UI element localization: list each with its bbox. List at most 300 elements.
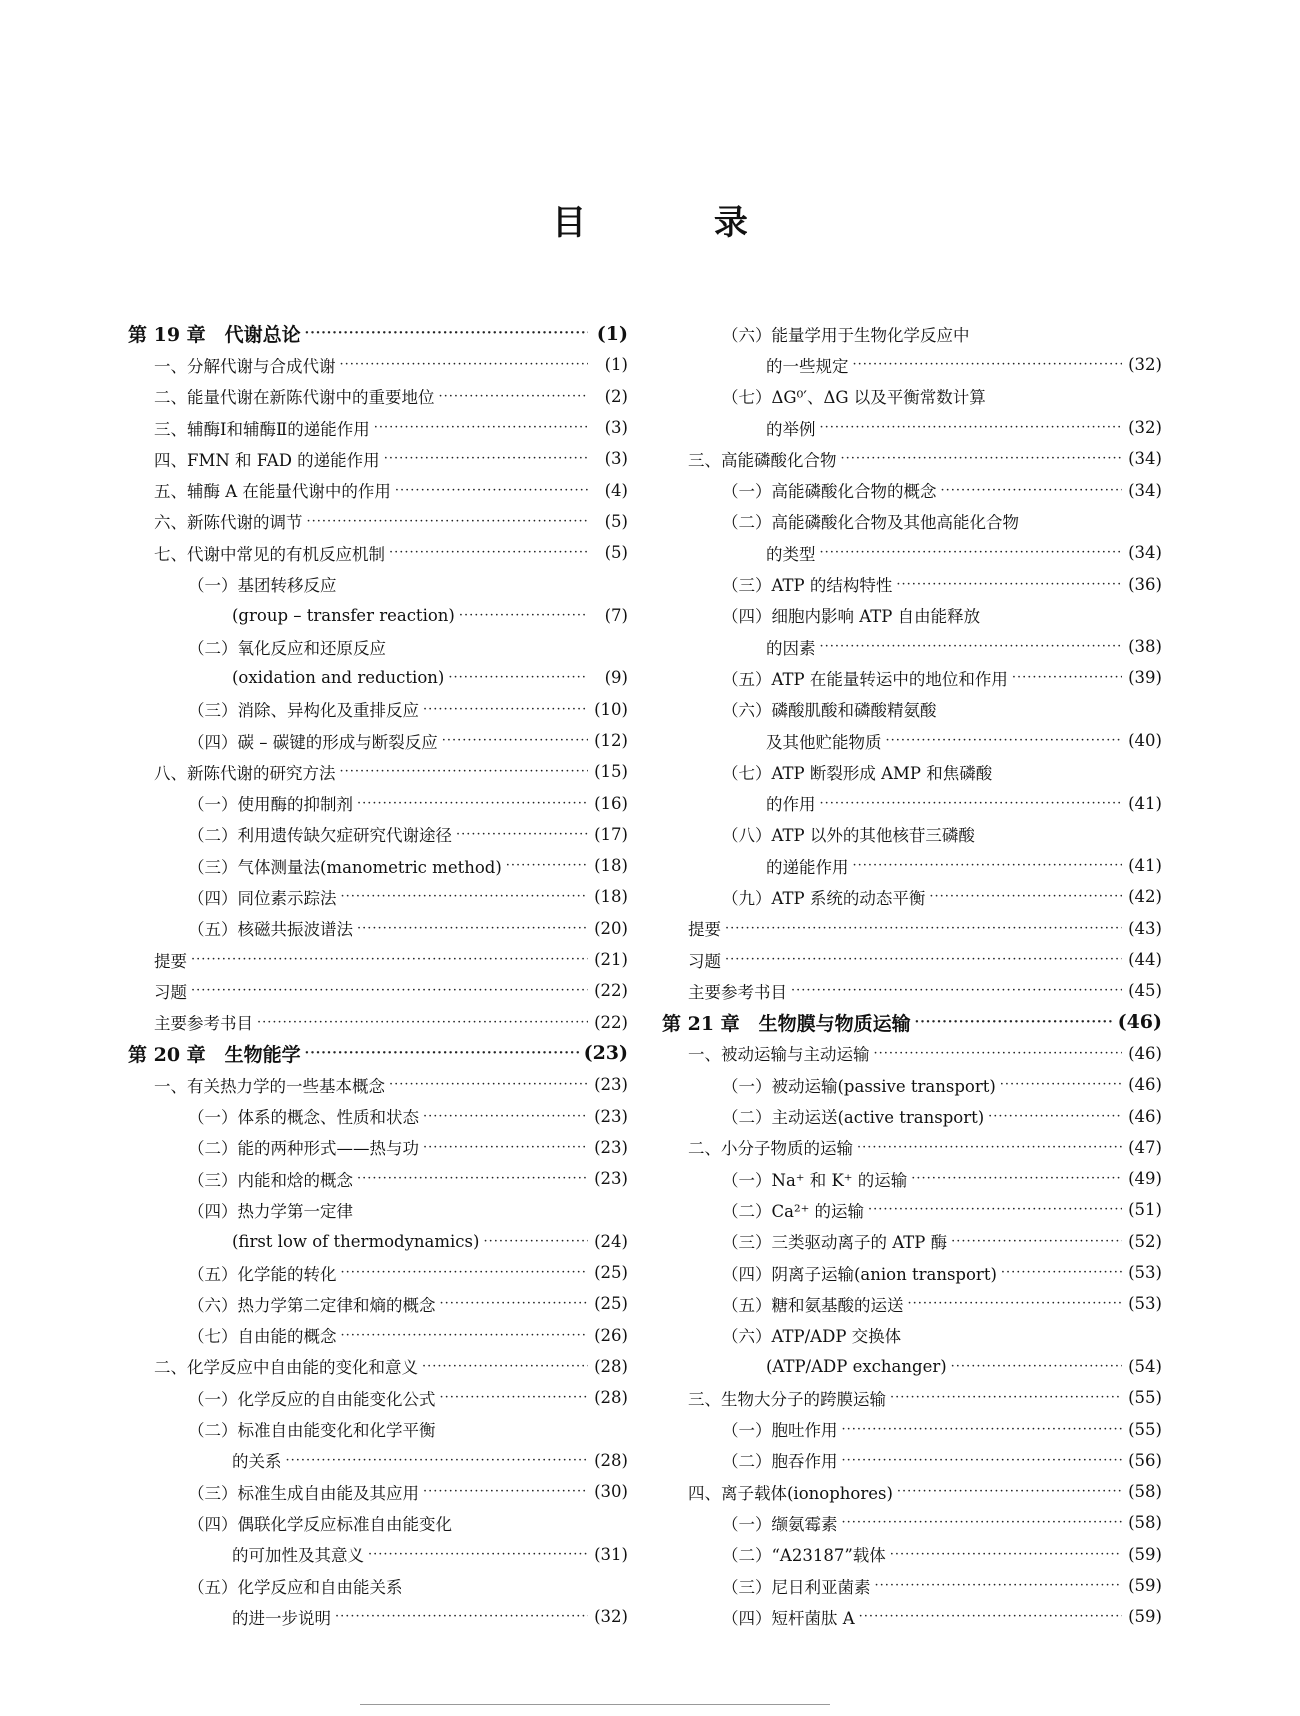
toc-leader-dots [340, 357, 589, 372]
toc-page-number: (20) [594, 918, 628, 938]
toc-page-number: (32) [1128, 355, 1162, 375]
toc-entry-title: 的举例 [766, 419, 816, 439]
toc-page-number: (9) [604, 668, 628, 688]
toc-leader-dots [725, 952, 1122, 967]
toc-page-number: (32) [1128, 418, 1162, 438]
toc-leader-dots [357, 1171, 588, 1186]
toc-leader-dots [951, 1359, 1122, 1374]
toc-leader-dots [341, 1328, 589, 1343]
toc-page-number: (1) [604, 355, 628, 375]
toc-entry [128, 725, 628, 756]
toc-entry [128, 1100, 628, 1131]
toc-entry [128, 850, 628, 881]
toc-leader-dots [941, 483, 1123, 498]
toc-entry [128, 600, 628, 631]
toc-entry-title: （一）被动运输(passive transport) [722, 1076, 996, 1096]
toc-entry-title: （三）三类驱动离子的 ATP 酶 [722, 1233, 948, 1253]
toc-leader-dots [1012, 670, 1122, 685]
toc-leader-dots [853, 357, 1123, 372]
toc-entry [662, 1320, 1162, 1351]
toc-entry-title: （七）ΔG⁰′、ΔG 以及平衡常数计算 [722, 388, 986, 408]
toc-entry [662, 1257, 1162, 1288]
toc-entry-title: 二、小分子物质的运输 [688, 1139, 853, 1159]
toc-entry [662, 913, 1162, 944]
toc-page-number: (21) [594, 950, 628, 970]
toc-page-number: (31) [594, 1544, 628, 1564]
toc-entry [662, 1413, 1162, 1444]
toc-entry [662, 1382, 1162, 1413]
toc-entry-title: （七）自由能的概念 [188, 1327, 337, 1347]
toc-entry [128, 1194, 628, 1225]
toc-page-number: (41) [1128, 856, 1162, 876]
toc-entry-title: 的递能作用 [766, 857, 849, 877]
toc-page-number: (45) [1128, 981, 1162, 1001]
toc-leader-dots [340, 764, 589, 779]
toc-page-number: (2) [604, 386, 628, 406]
toc-leader-dots [483, 1234, 588, 1249]
toc-entry-title: 七、代谢中常见的有机反应机制 [154, 544, 385, 564]
toc-leader-dots [506, 858, 588, 873]
toc-leader-dots [368, 1547, 588, 1562]
toc-entry [128, 975, 628, 1006]
toc-page-number: (23) [594, 1075, 628, 1095]
toc-leader-dots [459, 608, 588, 623]
page-title: 目 录 [552, 203, 806, 243]
toc-entry [662, 381, 1162, 412]
toc-leader-dots [874, 1046, 1123, 1061]
toc-entry-title: （三）尼日利亚菌素 [722, 1577, 871, 1597]
toc-page-number: (26) [594, 1325, 628, 1345]
toc-entry [128, 944, 628, 975]
toc-entry-title: （八）ATP 以外的其他核苷三磷酸 [722, 826, 975, 846]
toc-entry-title: （四）碳 – 碳键的形成与断裂反应 [188, 732, 438, 752]
toc-entry-title: （七）ATP 断裂形成 AMP 和焦磷酸 [722, 763, 993, 783]
toc-page-number: (38) [1128, 637, 1162, 657]
toc-entry-title: 八、新陈代谢的研究方法 [154, 763, 336, 783]
toc-entry-title: 二、化学反应中自由能的变化和意义 [154, 1358, 418, 1378]
toc-leader-dots [389, 1077, 588, 1092]
toc-entry-title: 习题 [154, 982, 187, 1002]
toc-leader-dots [911, 1171, 1122, 1186]
toc-entry [128, 506, 628, 537]
toc-page-number: (30) [594, 1482, 628, 1502]
toc-entry [662, 944, 1162, 975]
toc-page-number: (55) [1128, 1388, 1162, 1408]
toc-entry-title: （九）ATP 系统的动态平衡 [722, 888, 926, 908]
toc-entry [128, 568, 628, 599]
toc-entry [128, 537, 628, 568]
toc-leader-dots [868, 1202, 1122, 1217]
toc-leader-dots [191, 983, 588, 998]
toc-page-number: (49) [1128, 1169, 1162, 1189]
toc-entry-title: （一）使用酶的抑制剂 [188, 795, 353, 815]
toc-entry-title: （三）内能和焓的概念 [188, 1170, 353, 1190]
toc-page-number: (54) [1128, 1356, 1162, 1376]
toc-entry [128, 1257, 628, 1288]
toc-page-number: (3) [604, 418, 628, 438]
toc-entry [128, 1507, 628, 1538]
toc-entry [128, 1476, 628, 1507]
toc-entry-title: （六）热力学第二定律和熵的概念 [188, 1295, 436, 1315]
footer-rule [360, 1704, 830, 1705]
toc-entry-title: （二）Ca²⁺ 的运输 [722, 1201, 865, 1221]
toc-entry-title: （一）体系的概念、性质和状态 [188, 1108, 419, 1128]
toc-entry [662, 568, 1162, 599]
toc-chapter-entry [128, 1038, 628, 1069]
toc-leader-dots [448, 670, 588, 685]
toc-entry-title: 第 20 章 生物能学 [128, 1043, 301, 1066]
toc-right-column [662, 318, 1162, 1632]
toc-page-number: (1) [596, 322, 628, 345]
toc-entry-title: （二）标准自由能变化和化学平衡 [188, 1421, 436, 1441]
toc-entry-title: （五）糖和氨基酸的运送 [722, 1295, 904, 1315]
toc-entry-title: （四）同位素示踪法 [188, 888, 337, 908]
toc-entry [662, 1288, 1162, 1319]
toc-entry [662, 1038, 1162, 1069]
toc-leader-dots [988, 1109, 1122, 1124]
toc-page-number: (23) [583, 1042, 628, 1065]
toc-entry [128, 1163, 628, 1194]
toc-leader-dots [842, 1453, 1123, 1468]
toc-entry-title: （一）基团转移反应 [188, 576, 337, 596]
toc-leader-dots [341, 889, 589, 904]
toc-entry-title: （四）热力学第一定律 [188, 1201, 353, 1221]
toc-leader-dots [257, 1015, 588, 1030]
toc-entry-title: 提要 [154, 951, 187, 971]
toc-leader-dots [896, 577, 1122, 592]
toc-entry-title: 主要参考书目 [688, 982, 787, 1002]
toc-page-number: (28) [594, 1450, 628, 1470]
toc-page-number: (56) [1128, 1450, 1162, 1470]
toc-page-number: (59) [1128, 1544, 1162, 1564]
toc-leader-dots [842, 1422, 1123, 1437]
toc-page-number: (28) [594, 1356, 628, 1376]
toc-entry-title: 四、离子载体(ionophores) [688, 1483, 893, 1503]
toc-entry-title: (group – transfer reaction) [232, 605, 455, 625]
toc-leader-dots [859, 1609, 1122, 1624]
toc-leader-dots [908, 1296, 1123, 1311]
toc-leader-dots [1000, 1077, 1122, 1092]
toc-entry [662, 1069, 1162, 1100]
toc-page-number: (15) [594, 762, 628, 782]
toc-page-number: (46) [1128, 1043, 1162, 1063]
toc-entry [662, 1226, 1162, 1257]
toc-entry-title: （一）缬氨霉素 [722, 1514, 838, 1534]
toc-page-number: (23) [594, 1169, 628, 1189]
toc-leader-dots [439, 389, 589, 404]
toc-entry-title: （二）能的两种形式——热与功 [188, 1139, 419, 1159]
toc-entry [662, 349, 1162, 380]
toc-leader-dots [423, 1484, 588, 1499]
toc-entry-title: （一）高能磷酸化合物的概念 [722, 482, 937, 502]
toc-chapter-entry [662, 1007, 1162, 1038]
toc-entry [128, 412, 628, 443]
toc-page-number: (34) [1128, 449, 1162, 469]
toc-leader-dots [857, 1140, 1122, 1155]
toc-entry [662, 1351, 1162, 1382]
toc-page-number: (59) [1128, 1576, 1162, 1596]
toc-entry [128, 913, 628, 944]
toc-page-number: (40) [1128, 731, 1162, 750]
toc-entry-title: （五）化学能的转化 [188, 1264, 337, 1284]
toc-entry [128, 756, 628, 787]
toc-entry-title: 三、高能磷酸化合物 [688, 450, 837, 470]
toc-entry [662, 881, 1162, 912]
toc-leader-dots [820, 420, 1123, 435]
toc-entry [662, 506, 1162, 537]
toc-chapter-entry [128, 318, 628, 349]
toc-leader-dots [440, 1296, 589, 1311]
toc-page-number: (44) [1128, 950, 1162, 970]
toc-entry-title: (ATP/ADP exchanger) [766, 1356, 947, 1376]
toc-entry-title: 的作用 [766, 795, 816, 815]
toc-page-number: (5) [604, 511, 628, 531]
toc-page-number: (4) [604, 480, 628, 500]
toc-entry [128, 1601, 628, 1632]
toc-page-number: (46) [1117, 1011, 1162, 1034]
toc-entry [128, 1351, 628, 1382]
toc-entry [128, 787, 628, 818]
toc-entry [662, 975, 1162, 1006]
toc-entry [128, 881, 628, 912]
toc-entry [662, 725, 1162, 756]
toc-page-number: (46) [1128, 1075, 1162, 1095]
toc-entry [128, 1320, 628, 1351]
toc-entry [128, 1445, 628, 1476]
toc-entry-title: 及其他贮能物质 [766, 732, 882, 752]
toc-entry-title: （一）Na⁺ 和 K⁺ 的运输 [722, 1170, 908, 1190]
toc-entry-title: 提要 [688, 920, 721, 940]
toc-entry [128, 1069, 628, 1100]
toc-entry-title: 的一些规定 [766, 356, 849, 376]
toc-entry-title: （三）标准生成自由能及其应用 [188, 1483, 419, 1503]
toc-page-number: (23) [594, 1137, 628, 1157]
toc-entry-title: 六、新陈代谢的调节 [154, 513, 303, 533]
toc-leader-dots [886, 733, 1123, 748]
toc-leader-dots [820, 639, 1123, 654]
toc-entry-title: 四、FMN 和 FAD 的递能作用 [154, 450, 380, 470]
toc-page-number: (16) [594, 793, 628, 813]
toc-page-number: (43) [1128, 918, 1162, 938]
toc-entry-title: (first low of thermodynamics) [232, 1231, 480, 1251]
toc-entry-title: （二）“A23187”载体 [722, 1546, 886, 1566]
toc-page-number: (5) [604, 543, 628, 563]
toc-page-number: (53) [1128, 1263, 1162, 1283]
toc-leader-dots [341, 1265, 589, 1280]
toc-page-number: (3) [604, 449, 628, 469]
toc-entry [662, 850, 1162, 881]
toc-leader-dots [442, 733, 588, 748]
toc-leader-dots [305, 1046, 580, 1061]
toc-leader-dots [384, 451, 588, 466]
toc-leader-dots [791, 983, 1122, 998]
toc-page-number: (42) [1128, 887, 1162, 907]
toc-page-number: (25) [594, 1263, 628, 1283]
toc-entry [128, 381, 628, 412]
toc-page-number: (23) [594, 1106, 628, 1126]
toc-leader-dots [191, 952, 588, 967]
toc-entry [662, 1194, 1162, 1225]
toc-page-number: (36) [1128, 574, 1162, 594]
toc-leader-dots [305, 326, 588, 341]
toc-entry-title: （四）阴离子运输(anion transport) [722, 1264, 997, 1284]
toc-leader-dots [440, 1390, 589, 1405]
toc-entry-title: （二）胞吞作用 [722, 1452, 838, 1472]
toc-page-number: (46) [1128, 1106, 1162, 1126]
toc-leader-dots [820, 796, 1123, 811]
toc-page-number: (55) [1128, 1419, 1162, 1439]
toc-entry-title: （四）短杆菌肽 A [722, 1608, 855, 1628]
toc-entry [662, 1601, 1162, 1632]
toc-page-number: (32) [594, 1607, 628, 1627]
toc-page-number: (22) [594, 981, 628, 1001]
toc-entry-title: （二）主动运送(active transport) [722, 1108, 985, 1128]
toc-entry [662, 756, 1162, 787]
toc-entry-title: 一、有关热力学的一些基本概念 [154, 1076, 385, 1096]
toc-entry-title: （三）消除、异构化及重排反应 [188, 701, 419, 721]
toc-entry [662, 1445, 1162, 1476]
toc-page-number: (18) [594, 887, 628, 907]
toc-entry-title: （一）胞吐作用 [722, 1421, 838, 1441]
toc-entry [128, 662, 628, 693]
toc-page-number: (7) [604, 605, 628, 625]
toc-leader-dots [335, 1609, 588, 1624]
toc-entry [128, 631, 628, 662]
toc-entry-title: （五）化学反应和自由能关系 [188, 1577, 403, 1597]
toc-entry [662, 1539, 1162, 1570]
toc-leader-dots [841, 451, 1123, 466]
toc-entry-title: 一、被动运输与主动运输 [688, 1045, 870, 1065]
toc-leader-dots [423, 702, 588, 717]
toc-leader-dots [422, 1359, 588, 1374]
toc-leader-dots [389, 545, 588, 560]
toc-leader-dots [951, 1234, 1122, 1249]
toc-entry-title: 的因素 [766, 638, 816, 658]
toc-leader-dots [897, 1484, 1122, 1499]
toc-entry-title: （二）高能磷酸化合物及其他高能化合物 [722, 513, 1019, 533]
toc-entry-title: 第 21 章 生物膜与物质运输 [662, 1012, 911, 1035]
toc-entry-title: （五）ATP 在能量转运中的地位和作用 [722, 669, 1008, 689]
toc-entry [662, 443, 1162, 474]
toc-entry [662, 412, 1162, 443]
toc-entry-title: 的可加性及其意义 [232, 1546, 364, 1566]
toc-entry [662, 1570, 1162, 1601]
toc-page-number: (53) [1128, 1294, 1162, 1314]
toc-entry-title: 的进一步说明 [232, 1608, 331, 1628]
toc-page-number: (10) [594, 699, 628, 719]
toc-page-number: (58) [1128, 1513, 1162, 1533]
toc-leader-dots [890, 1547, 1122, 1562]
toc-entry-title: （四）细胞内影响 ATP 自由能释放 [722, 607, 981, 627]
toc-leader-dots [357, 921, 588, 936]
toc-page-number: (39) [1128, 668, 1162, 688]
toc-entry-title: （三）气体测量法(manometric method) [188, 857, 502, 877]
toc-entry-title: 的关系 [232, 1452, 282, 1472]
toc-entry-title: （六）ATP/ADP 交换体 [722, 1327, 902, 1347]
toc-leader-dots [456, 827, 588, 842]
toc-page-number: (52) [1128, 1231, 1162, 1251]
toc-entry-title: （三）ATP 的结构特性 [722, 576, 893, 596]
toc-entry-title: 的类型 [766, 544, 816, 564]
toc-leader-dots [853, 858, 1123, 873]
toc-entry [662, 1132, 1162, 1163]
toc-entry [662, 1163, 1162, 1194]
toc-entry [128, 443, 628, 474]
toc-entry-title: （二）氧化反应和还原反应 [188, 638, 386, 658]
toc-entry [128, 1539, 628, 1570]
toc-page-number: (18) [594, 856, 628, 876]
toc-entry [128, 1288, 628, 1319]
toc-page-number: (34) [1128, 480, 1162, 500]
toc-entry-title: 三、生物大分子的跨膜运输 [688, 1389, 886, 1409]
toc-entry [662, 537, 1162, 568]
toc-entry [662, 787, 1162, 818]
toc-entry [128, 1382, 628, 1413]
toc-page-number: (41) [1128, 793, 1162, 813]
toc-entry-title: 第 19 章 代谢总论 [128, 324, 301, 347]
toc-entry-title: （六）磷酸肌酸和磷酸精氨酸 [722, 701, 937, 721]
toc-entry [662, 600, 1162, 631]
toc-entry-title: 主要参考书目 [154, 1014, 253, 1034]
toc-page-number: (28) [594, 1388, 628, 1408]
toc-page-number: (34) [1128, 543, 1162, 563]
toc-entry-title: 三、辅酶Ⅰ和辅酶Ⅱ的递能作用 [154, 419, 370, 439]
toc-entry [662, 631, 1162, 662]
toc-entry [662, 662, 1162, 693]
toc-leader-dots [307, 514, 589, 529]
toc-entry [662, 318, 1162, 349]
toc-entry [662, 1476, 1162, 1507]
toc-leader-dots [395, 483, 588, 498]
toc-page-number: (22) [594, 1012, 628, 1032]
toc-page-number: (51) [1128, 1200, 1162, 1220]
toc-page-number: (47) [1128, 1137, 1162, 1157]
toc-entry-title: （四）偶联化学反应标准自由能变化 [188, 1514, 452, 1534]
toc-entry [128, 1132, 628, 1163]
toc-entry-title: （一）化学反应的自由能变化公式 [188, 1389, 436, 1409]
toc-entry-title: （五）核磁共振波谱法 [188, 920, 353, 940]
toc-entry [662, 819, 1162, 850]
toc-page-number: (59) [1128, 1607, 1162, 1627]
toc-leader-dots [725, 921, 1122, 936]
toc-leader-dots [820, 545, 1123, 560]
toc-entry [128, 1226, 628, 1257]
toc-leader-dots [929, 889, 1122, 904]
toc-leader-dots [915, 1015, 1114, 1030]
toc-entry [662, 1507, 1162, 1538]
toc-page-number: (24) [594, 1231, 628, 1251]
toc-entry [128, 1007, 628, 1038]
toc-entry-title: 五、辅酶 A 在能量代谢中的作用 [154, 482, 391, 502]
toc-page-number: (25) [594, 1294, 628, 1314]
toc-entry [662, 474, 1162, 505]
toc-entry [128, 819, 628, 850]
toc-entry-title: (oxidation and reduction) [232, 668, 445, 688]
toc-leader-dots [890, 1390, 1122, 1405]
toc-leader-dots [374, 420, 588, 435]
toc-leader-dots [842, 1515, 1123, 1530]
toc-page-number: (58) [1128, 1482, 1162, 1502]
toc-page-number: (17) [594, 824, 628, 844]
toc-entry-title: （六）能量学用于生物化学反应中 [722, 325, 970, 345]
toc-leader-dots [357, 796, 588, 811]
toc-entry-title: 一、分解代谢与合成代谢 [154, 356, 336, 376]
toc-leader-dots [875, 1578, 1123, 1593]
toc-entry-title: 二、能量代谢在新陈代谢中的重要地位 [154, 388, 435, 408]
toc-entry [128, 474, 628, 505]
toc-entry [128, 1570, 628, 1601]
toc-leader-dots [286, 1453, 589, 1468]
